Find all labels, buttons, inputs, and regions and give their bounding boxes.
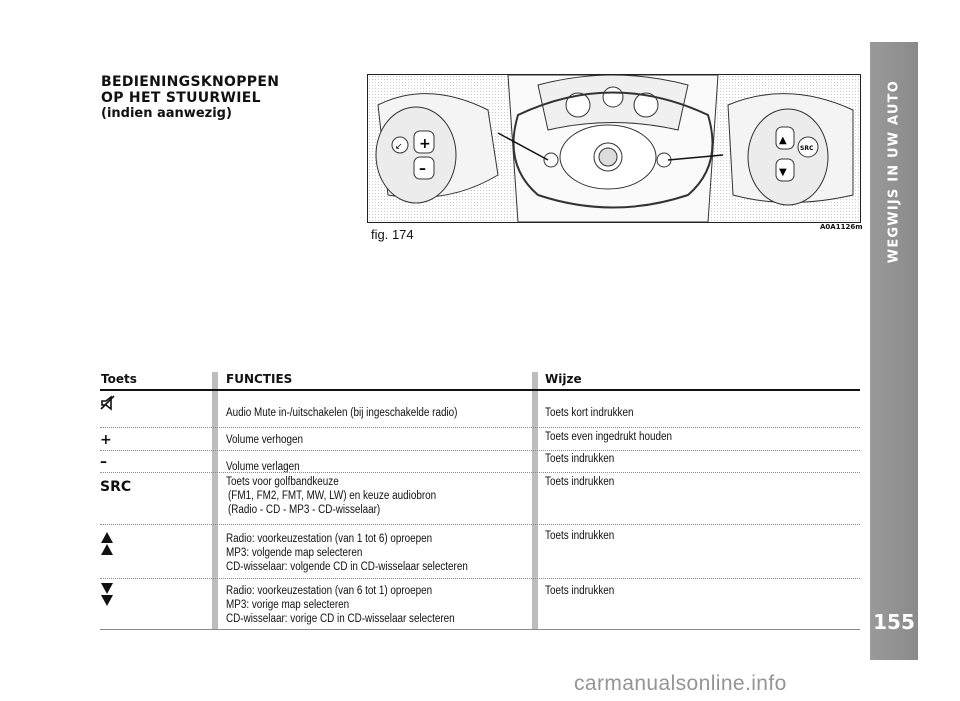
chapter-tab [870,42,918,660]
table-row-key: + [100,432,112,448]
table-row-mode: Toets indrukken [545,453,615,465]
table-row-function: Volume verlagen [226,461,300,473]
steering-wheel-figure [367,74,861,223]
table-row-mode: Toets indrukken [545,530,615,542]
minus-button-label: – [419,161,426,177]
center-wheel [498,75,723,222]
section-title-line2: OP HET STUURWIEL [101,90,261,106]
mute-icon [100,395,116,415]
double-down-arrow-icon [100,582,114,612]
table-row-mode: Toets indrukken [545,585,615,597]
header-mode: Wijze [545,372,582,386]
table-row-function: CD-wisselaar: vorige CD in CD-wisselaar selecteren [226,613,455,625]
row-divider [100,450,860,451]
table-row-function: Radio: voorkeuzestation (van 6 tot 1) oproepen [226,585,433,597]
svg-text:↙: ↙ [395,142,403,152]
table-row-function: Volume verhogen [226,434,303,446]
section-title-line1: BEDIENINGSKNOPPEN [101,74,280,90]
table-row-function: (FM1, FM2, FMT, MW, LW) en keuze audiobron [228,490,437,502]
header-rule [100,389,860,391]
right-controls-detail [728,94,853,205]
row-divider [100,524,860,525]
page-number: 155 [873,610,915,634]
header-key: Toets [101,372,137,386]
steering-wheel-illustration [368,75,860,222]
row-divider [100,472,860,473]
row-divider [100,629,860,630]
table-row-key: – [100,454,107,470]
table-row-function: Audio Mute in-/uitschakelen (bij ingeschakelde radio) [226,407,458,419]
table-row-function: MP3: volgende map selecteren [226,547,363,559]
figure-caption: fig. 174 [371,227,414,242]
table-row-mode: Toets indrukken [545,476,615,488]
table-row-function: Toets voor golfbandkeuze [226,476,339,488]
figure-code: A0A1126m [820,223,863,231]
row-divider [100,578,860,579]
table-row-mode: Toets even ingedrukt houden [545,431,673,443]
table-row-function: (Radio - CD - MP3 - CD-wisselaar) [228,504,381,516]
section-subtitle: (indien aanwezig) [101,106,232,121]
table-row-key: SRC [100,479,132,495]
svg-text:▼: ▼ [779,167,787,178]
table-row-function: MP3: vorige map selecteren [226,599,350,611]
column-separator [532,372,538,629]
src-button-label: SRC [800,145,814,152]
plus-button-label: + [419,136,431,152]
svg-text:▲: ▲ [779,135,787,146]
watermark: carmanualsonline.info [574,672,787,695]
table-row-function: CD-wisselaar: volgende CD in CD-wisselaar selecteren [226,561,468,573]
row-divider [100,427,860,428]
column-separator [212,372,218,629]
table-row-mode: Toets kort indrukken [545,407,634,419]
section-title [101,74,341,122]
double-up-arrow-icon [100,531,114,561]
header-function: FUNCTIES [226,372,293,386]
chapter-title: WEGWIJS IN UW AUTO [886,80,902,264]
table-row-function: Radio: voorkeuzestation (van 1 tot 6) oproepen [226,533,433,545]
